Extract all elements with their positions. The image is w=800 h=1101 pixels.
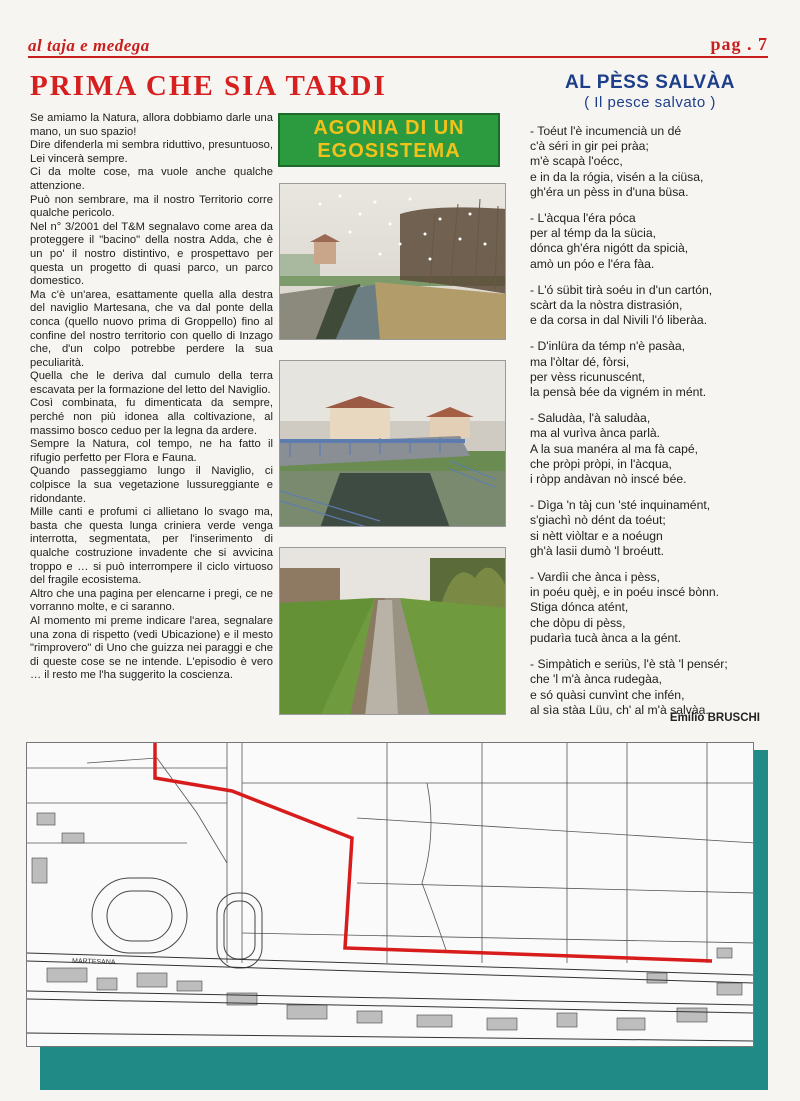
poem-stanza bbox=[530, 211, 765, 272]
article-paragraph: Dire difenderla mi sembra riduttivo, presuntuoso, Lei vincerà sempre. bbox=[30, 139, 273, 165]
poem-line: s'giachì nò dént da toéut; bbox=[530, 513, 666, 528]
poem-line: pudarìa tucà ànca a la gént. bbox=[530, 630, 682, 645]
poem-author: Emilio BRUSCHI bbox=[669, 712, 760, 724]
poem-stanza bbox=[530, 498, 765, 559]
poem-title: AL PÈSS SALVÀA bbox=[565, 72, 735, 93]
poem-line: c'à séri in gir pei pràa; bbox=[530, 139, 649, 154]
poem-body bbox=[530, 124, 765, 729]
photo-canal-birds bbox=[279, 183, 506, 340]
poem-stanza bbox=[530, 570, 765, 646]
article-title: PRIMA CHE SIA TARDI bbox=[30, 70, 387, 102]
poem-line: Stiga dónca atént, bbox=[530, 600, 629, 615]
poem-line: scàrt da la nòstra distrasión, bbox=[530, 298, 683, 313]
page-header bbox=[28, 34, 768, 60]
poem-line: dónca gh'éra nigótt da spicià, bbox=[530, 241, 689, 256]
poem-line: - Dìga 'n tàj cun 'sté inquinamént, bbox=[530, 498, 711, 513]
page-number: pag . 7 bbox=[710, 34, 768, 54]
poem-stanza bbox=[530, 124, 765, 200]
poem-line: al sìa stàa Lüu, ch' al m'à salvàa. bbox=[530, 702, 709, 717]
section-box-line2: EGOSISTEMA bbox=[317, 140, 461, 162]
poem-stanza bbox=[530, 283, 765, 329]
article-paragraph: Mille canti e profumi ci allietano lo svago ma, basta che questa lunga criniera verde venga interrotta, segmentata, per l'inserimento di qualche costruzione invadente che si avvicina troppo e … si può interrompere il ciclo virtuoso del fragile ecosistema. bbox=[30, 506, 273, 587]
photo-canal-straight bbox=[279, 547, 506, 715]
poem-line: - Toéut l'è incumencià un dé bbox=[530, 124, 682, 138]
poem-line: amò un póo e l'éra fàa. bbox=[530, 256, 655, 271]
poem-line: A la sua manéra al ma fà capé, bbox=[530, 441, 699, 456]
location-map bbox=[26, 742, 754, 1047]
poem-line: che pròpi pròpi, in l'àcqua, bbox=[530, 456, 672, 471]
poem-line: in poéu quèj, e in poéu inscé bònn. bbox=[530, 585, 720, 600]
poem-subtitle: ( Il pesce salvato ) bbox=[584, 94, 716, 111]
poem-line: ma al vurìva ànca parlà. bbox=[530, 426, 661, 441]
map-canal-label: MARTESANA bbox=[71, 958, 116, 967]
poem-line: - Vardìi che ànca i pèss, bbox=[530, 570, 660, 585]
poem-line: - L'àcqua l'éra póca bbox=[530, 211, 636, 226]
article-paragraph: Al momento mi preme indicare l'area, segnalare una zona di rispetto (vedi Ubicazione) e il mesto "rimprovero" di Uno che guizza nei paraggi e che di queste cose se ne intende. L'episodio è vero … il resto me l'ha suggerito la coscienza. bbox=[30, 614, 273, 682]
poem-line: che dòpu di pèss, bbox=[530, 615, 626, 630]
poem-line: i ròpp andàvan nò inscé bée. bbox=[530, 472, 687, 487]
poem-line: e in da la rógia, visén a la ciüsa, bbox=[530, 169, 704, 184]
poem-line: - D'inlüra da témp n'è pasàa, bbox=[530, 339, 686, 354]
article-paragraph: Se amiamo la Natura, allora dobbiamo darle una mano, un suo spazio! bbox=[30, 112, 273, 138]
poem-line: gh'éra un pèss in d'una büsa. bbox=[530, 184, 689, 199]
section-box bbox=[278, 113, 500, 167]
poem-line: - Saludàa, l'à saludàa, bbox=[530, 411, 651, 426]
poem-line: per al témp da la sücia, bbox=[530, 226, 657, 241]
article-paragraph: Ci da molte cose, ma vuole anche qualche attenzione. bbox=[30, 166, 273, 192]
header-rule bbox=[28, 56, 768, 58]
poem-line: gh'à lasii dumò 'l broéutt. bbox=[530, 543, 665, 558]
poem-line: m'è scapà l'oécc, bbox=[530, 154, 623, 169]
article-paragraph: Altro che una pagina per elencarne i pregi, ce ne vorranno molte, e ci saranno. bbox=[30, 587, 273, 614]
article-paragraph: Ma c'è un'area, esattamente quella alla destra del naviglio Martesana, che va dal ponte della conca (quello nuovo prima di Groppello) fino al confine del nostro territorio con quello di Inzago che, d'un colpo potrebbe perdere la sua peculiarità. bbox=[30, 288, 273, 369]
poem-stanza bbox=[530, 411, 765, 487]
poem-stanza bbox=[530, 657, 765, 718]
poem-line: e só quàsi cunvìnt che infén, bbox=[530, 687, 685, 702]
poem-line: ma l'òltar dé, fòrsi, bbox=[530, 354, 630, 369]
article-paragraph: Sempre la Natura, col tempo, ne ha fatto il rifugio perfetto per Flora e Fauna. bbox=[30, 438, 273, 464]
poem-line: e da corsa in dal Nivili l'ó liberàa. bbox=[530, 313, 708, 328]
publication-name: al taja e medega bbox=[28, 36, 150, 55]
poem-line: la pensà bée da vigném in mént. bbox=[530, 385, 707, 400]
article-paragraph: Quando passeggiamo lungo il Naviglio, ci colpisce la sua vegetazione lussureggiante e ridondante. bbox=[30, 465, 273, 505]
section-box-line1: AGONIA DI UN bbox=[313, 117, 465, 139]
poem-line: si nètt viòltar e a noéugn bbox=[530, 528, 663, 543]
article-paragraph: Quella che le deriva dal cumulo della terra escavata per la formazione del letto del Naviglio. bbox=[30, 370, 273, 396]
poem-line: che 'l m'à ànca rudegàa, bbox=[530, 672, 663, 687]
article-paragraph: Nel n° 3/2001 del T&M segnalavo come area da proteggere il "bacino" della nostra Adda, che è un po' il nostro distintivo, e prospettavo per questa un progetto di quasi parco, un parco domestico. bbox=[30, 220, 273, 288]
poem-line: - Simpàtich e seriùs, l'è stà 'l pensér; bbox=[530, 657, 728, 672]
article-paragraph: Può non sembrare, ma il nostro Territorio corre qualche pericolo. bbox=[30, 193, 273, 220]
article-body bbox=[30, 112, 273, 683]
poem-line: - L'ó sübit tirà soéu in d'un cartón, bbox=[530, 282, 713, 297]
photo-bridge bbox=[279, 360, 506, 527]
article-paragraph: Così combinata, fu dimenticata da sempre, perché non più idonea alla coltivazione, al massimo bosco ceduo per la legna da ardere. bbox=[30, 397, 273, 437]
poem-line: per vèss ricunuscént, bbox=[530, 369, 646, 384]
poem-stanza bbox=[530, 339, 765, 400]
